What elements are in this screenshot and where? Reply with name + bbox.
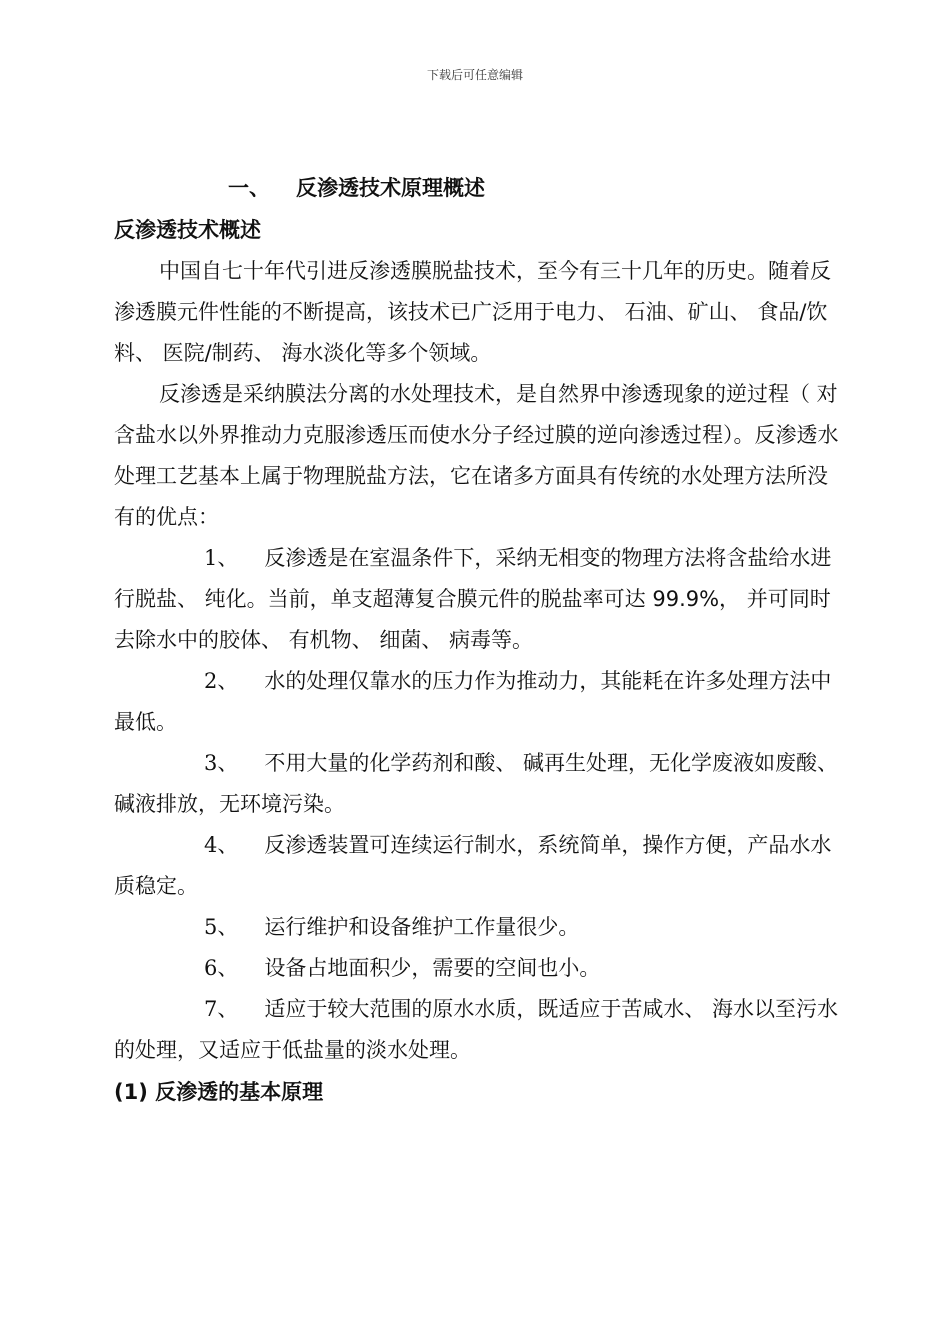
advantage-number: 5、 [204, 915, 239, 939]
advantage-text: 不用大量的化学药剂和酸、 碱再生处理，无化学废液如废酸、碱液排放，无环境污染。 [114, 751, 839, 816]
advantage-number: 2、 [204, 669, 239, 693]
paragraph-history: 中国自七十年代引进反渗透膜脱盐技术，至今有三十几年的历史。随着反渗透膜元件性能的不断提高，该技术已广泛用于电力、 石油、矿山、 食品/饮料、 医院/制药、 海水淡化等多个领域。 [114, 259, 831, 365]
advantage-number: 7、 [204, 997, 239, 1021]
advantage-number: 4、 [204, 833, 239, 857]
advantage-item-6 [114, 948, 844, 989]
advantage-text: 设备占地面积少，需要的空间也小。 [264, 956, 601, 980]
advantage-number: 6、 [204, 956, 239, 980]
subheading-overview: 反渗透技术概述 [114, 218, 261, 242]
advantage-item-5 [114, 907, 844, 948]
advantage-item-1 [114, 538, 844, 661]
section-title [228, 172, 485, 202]
advantage-number: 1、 [204, 546, 239, 570]
advantage-item-2 [114, 661, 844, 743]
advantage-item-4 [114, 825, 844, 907]
advantage-text: 反渗透装置可连续运行制水，系统简单，操作方便，产品水水质稳定。 [114, 833, 832, 898]
advantage-item-7 [114, 989, 844, 1071]
section-number: 一、 [228, 176, 270, 200]
advantage-item-3 [114, 743, 844, 825]
page-header-note: 下载后可任意编辑 [426, 68, 523, 82]
advantage-text: 适应于较大范围的原水水质，既适应于苦咸水、 海水以至污水的处理，又适应于低盐量的淡水处理。 [114, 997, 839, 1062]
paragraph-definition: 反渗透是采纳膜法分离的水处理技术，是自然界中渗透现象的逆过程（ 对含盐水以外界推动力克服渗透压而使水分子经过膜的逆向渗透过程）。反渗透水处理工艺基本上属于物理脱盐方法，它在诸多方面具有传统的水处理方法所没有的优点： [114, 382, 839, 529]
advantage-text: 运行维护和设备维护工作量很少。 [264, 915, 580, 939]
advantage-text: 反渗透是在室温条件下，采纳无相变的物理方法将含盐给水进行脱盐、 纯化。当前，单支超薄复合膜元件的脱盐率可达 99.9%， 并可同时去除水中的胶体、 有机物、 细菌、 病毒等。 [114, 546, 832, 652]
advantage-number: 3、 [204, 751, 239, 775]
section-title-text: 反渗透技术原理概述 [296, 176, 485, 200]
advantage-text: 水的处理仅靠水的压力作为推动力，其能耗在许多处理方法中最低。 [114, 669, 832, 734]
subheading-principle: (1) 反渗透的基本原理 [114, 1080, 324, 1104]
